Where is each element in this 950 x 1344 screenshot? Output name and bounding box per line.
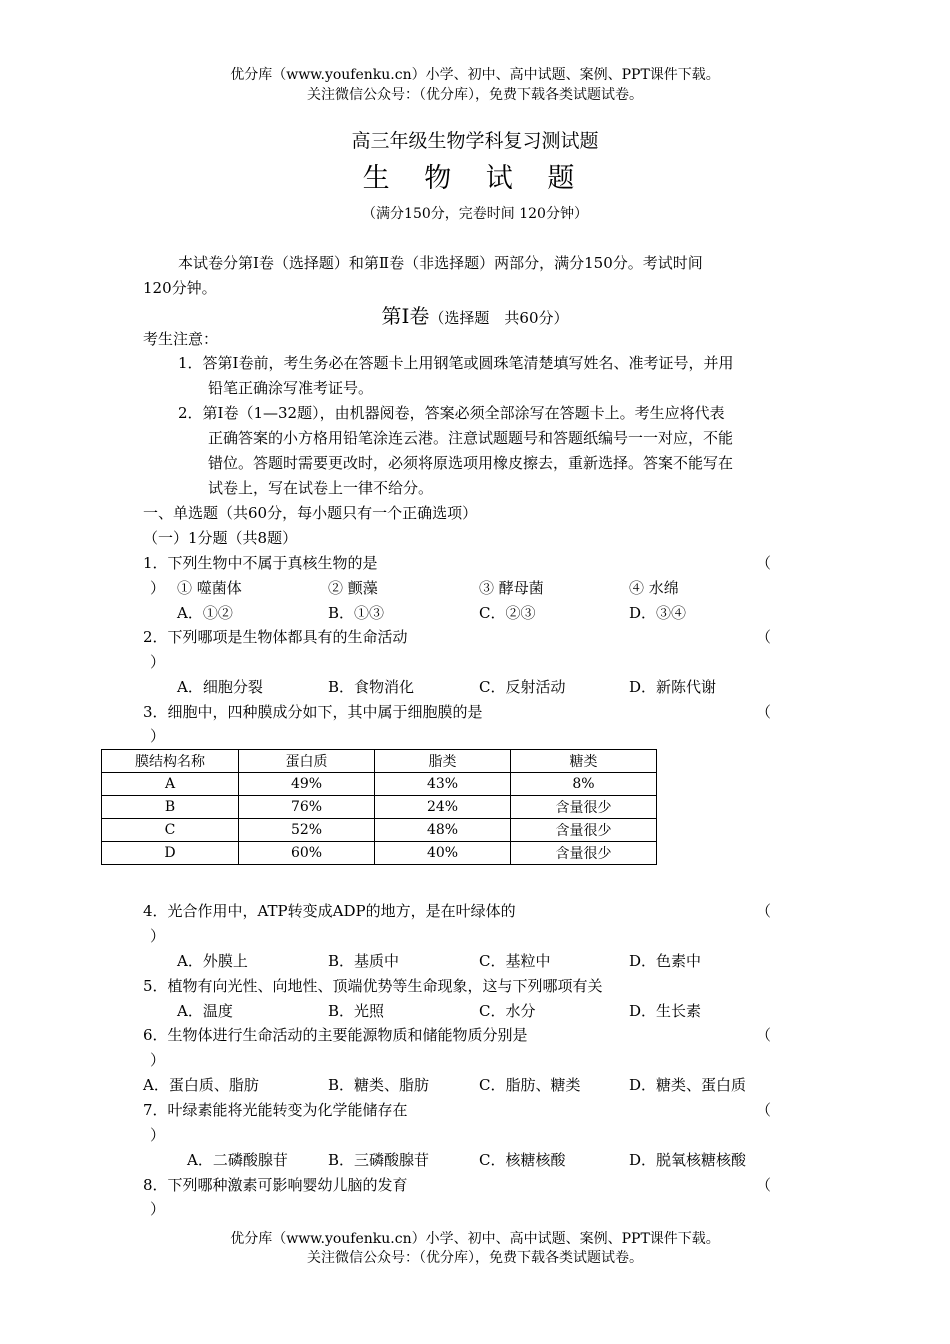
exam-score-note: （满分150分，完卷时间 120分钟） bbox=[362, 206, 588, 222]
q7-answer-open: （ bbox=[756, 1101, 772, 1119]
q1-item-4: ④ 水绵 bbox=[629, 579, 679, 597]
table-cell: C bbox=[102, 819, 239, 842]
q2-answer-close: ） bbox=[150, 653, 166, 671]
table-cell: B bbox=[102, 796, 239, 819]
notice-item2-line3: 错位。答题时需要更改时，必须将原选项用橡皮擦去，重新选择。答案不能写在 bbox=[208, 454, 734, 472]
q2-stem: 2．下列哪项是生物体都具有的生命活动 bbox=[143, 628, 408, 646]
q6-option-c: C．脂肪、糖类 bbox=[479, 1076, 581, 1094]
section1-title-small: （选择题 共60分） bbox=[429, 309, 569, 327]
q1-option-d: D．③④ bbox=[629, 604, 687, 622]
q1-stem: 1．下列生物中不属于真核生物的是 bbox=[143, 554, 378, 572]
exam-title: 高三年级生物学科复习测试题 bbox=[351, 130, 599, 152]
q1-item-2: ② 颤藻 bbox=[328, 579, 378, 597]
q8-answer-close: ） bbox=[150, 1200, 166, 1218]
q1-option-b: B．①③ bbox=[328, 604, 385, 622]
q1-answer-open: （ bbox=[756, 554, 772, 572]
page-footer-line2: 关注微信公众号：（优分库），免费下载各类试题试卷。 bbox=[307, 1250, 643, 1266]
q1-item-1: ① 噬菌体 bbox=[177, 579, 242, 597]
q5-option-d: D．生长素 bbox=[629, 1002, 702, 1020]
notice-label: 考生注意： bbox=[143, 330, 219, 348]
q6-stem: 6．生物体进行生命活动的主要能源物质和储能物质分别是 bbox=[143, 1026, 528, 1044]
q7-option-a: A．二磷酸腺苷 bbox=[187, 1151, 288, 1169]
page-header-line2: 关注微信公众号：（优分库），免费下载各类试题试卷。 bbox=[307, 87, 643, 103]
q7-answer-close: ） bbox=[150, 1126, 166, 1144]
membrane-table bbox=[101, 749, 657, 865]
q4-option-b: B．基质中 bbox=[328, 952, 400, 970]
q4-option-a: A．外膜上 bbox=[177, 952, 248, 970]
table-cell: D bbox=[102, 842, 239, 865]
q4-answer-open: （ bbox=[756, 902, 772, 920]
q4-stem: 4．光合作用中，ATP转变成ADP的地方，是在叶绿体的 bbox=[143, 902, 516, 920]
table-row bbox=[102, 773, 657, 796]
q1-answer-close: ） bbox=[150, 579, 166, 597]
intro-line2: 120分钟。 bbox=[143, 279, 217, 297]
notice-item2-line2: 正确答案的小方格用铅笔涂连云港。注意试题题号和答题纸编号一一对应，不能 bbox=[208, 429, 734, 447]
table-cell: 含量很少 bbox=[511, 819, 657, 842]
q2-option-b: B．食物消化 bbox=[328, 678, 415, 696]
notice-item2-line1: 2．第Ⅰ卷（1—32题），由机器阅卷，答案必须全部涂写在答题卡上。考生应将代表 bbox=[178, 404, 725, 422]
q6-answer-open: （ bbox=[756, 1026, 772, 1044]
q7-option-c: C．核糖核酸 bbox=[479, 1151, 566, 1169]
q3-answer-close: ） bbox=[150, 727, 166, 745]
notice-item1-line1: 1．答第Ⅰ卷前，考生务必在答题卡上用钢笔或圆珠笔清楚填写姓名、准考证号，并用 bbox=[178, 354, 734, 372]
q4-option-c: C．基粒中 bbox=[479, 952, 551, 970]
table-header-cell: 膜结构名称 bbox=[102, 750, 239, 773]
table-cell: 60% bbox=[239, 842, 375, 865]
q1-option-c: C．②③ bbox=[479, 604, 536, 622]
table-cell: 含量很少 bbox=[511, 842, 657, 865]
table-row bbox=[102, 796, 657, 819]
q7-stem: 7．叶绿素能将光能转变为化学能储存在 bbox=[143, 1101, 408, 1119]
table-cell: 含量很少 bbox=[511, 796, 657, 819]
q2-answer-open: （ bbox=[756, 628, 772, 646]
table-header-cell: 脂类 bbox=[375, 750, 511, 773]
q4-option-d: D．色素中 bbox=[629, 952, 702, 970]
section1-title bbox=[0, 300, 950, 329]
table-row bbox=[102, 819, 657, 842]
table-cell: 43% bbox=[375, 773, 511, 796]
q8-stem: 8．下列哪种激素可影响婴幼儿脑的发育 bbox=[143, 1176, 408, 1194]
q1-item-3: ③ 酵母菌 bbox=[479, 579, 544, 597]
q6-answer-close: ） bbox=[150, 1051, 166, 1069]
q2-option-a: A．细胞分裂 bbox=[177, 678, 263, 696]
intro-line1: 本试卷分第Ⅰ卷（选择题）和第Ⅱ卷（非选择题）两部分，满分150分。考试时间 bbox=[178, 254, 703, 272]
q8-answer-open: （ bbox=[756, 1176, 772, 1194]
table-cell: 40% bbox=[375, 842, 511, 865]
q5-option-c: C．水分 bbox=[479, 1002, 536, 1020]
table-header-cell: 糖类 bbox=[511, 750, 657, 773]
q6-option-a: A．蛋白质、脂肪 bbox=[143, 1076, 259, 1094]
table-cell: 24% bbox=[375, 796, 511, 819]
q2-option-d: D．新陈代谢 bbox=[629, 678, 717, 696]
q3-answer-open: （ bbox=[756, 703, 772, 721]
table-header-row bbox=[102, 750, 657, 773]
q1-option-a: A．①② bbox=[177, 604, 233, 622]
notice-item2-line4: 试卷上，写在试卷上一律不给分。 bbox=[208, 479, 434, 497]
table-cell: 8% bbox=[511, 773, 657, 796]
q7-option-d: D．脱氧核糖核酸 bbox=[629, 1151, 747, 1169]
table-cell: 49% bbox=[239, 773, 375, 796]
q5-option-a: A．温度 bbox=[177, 1002, 233, 1020]
q4-answer-close: ） bbox=[150, 927, 166, 945]
q2-option-c: C．反射活动 bbox=[479, 678, 566, 696]
q7-option-b: B．三磷酸腺苷 bbox=[328, 1151, 430, 1169]
page-header-line1: 优分库（www.youfenku.cn）小学、初中、高中试题、案例、PPT课件下载。 bbox=[230, 67, 720, 83]
table-cell: 52% bbox=[239, 819, 375, 842]
q6-option-d: D．糖类、蛋白质 bbox=[629, 1076, 747, 1094]
page-footer-line1: 优分库（www.youfenku.cn）小学、初中、高中试题、案例、PPT课件下载。 bbox=[230, 1231, 720, 1247]
table-cell: 76% bbox=[239, 796, 375, 819]
table-row bbox=[102, 842, 657, 865]
notice-item1-line2: 铅笔正确涂写准考证号。 bbox=[208, 379, 374, 397]
q5-option-b: B．光照 bbox=[328, 1002, 385, 1020]
table-cell: 48% bbox=[375, 819, 511, 842]
q3-stem: 3．细胞中，四种膜成分如下，其中属于细胞膜的是 bbox=[143, 703, 483, 721]
part1-heading: 一、单选题（共60分，每小题只有一个正确选项） bbox=[143, 504, 478, 522]
part1-subheading: （一）1分题（共8题） bbox=[143, 529, 298, 547]
exam-subject: 生 物 试 题 bbox=[362, 163, 588, 194]
section1-title-big: 第Ⅰ卷 bbox=[381, 304, 430, 328]
q6-option-b: B．糖类、脂肪 bbox=[328, 1076, 430, 1094]
table-cell: A bbox=[102, 773, 239, 796]
q5-stem: 5．植物有向光性、向地性、顶端优势等生命现象，这与下列哪项有关 bbox=[143, 977, 603, 995]
table-header-cell: 蛋白质 bbox=[239, 750, 375, 773]
